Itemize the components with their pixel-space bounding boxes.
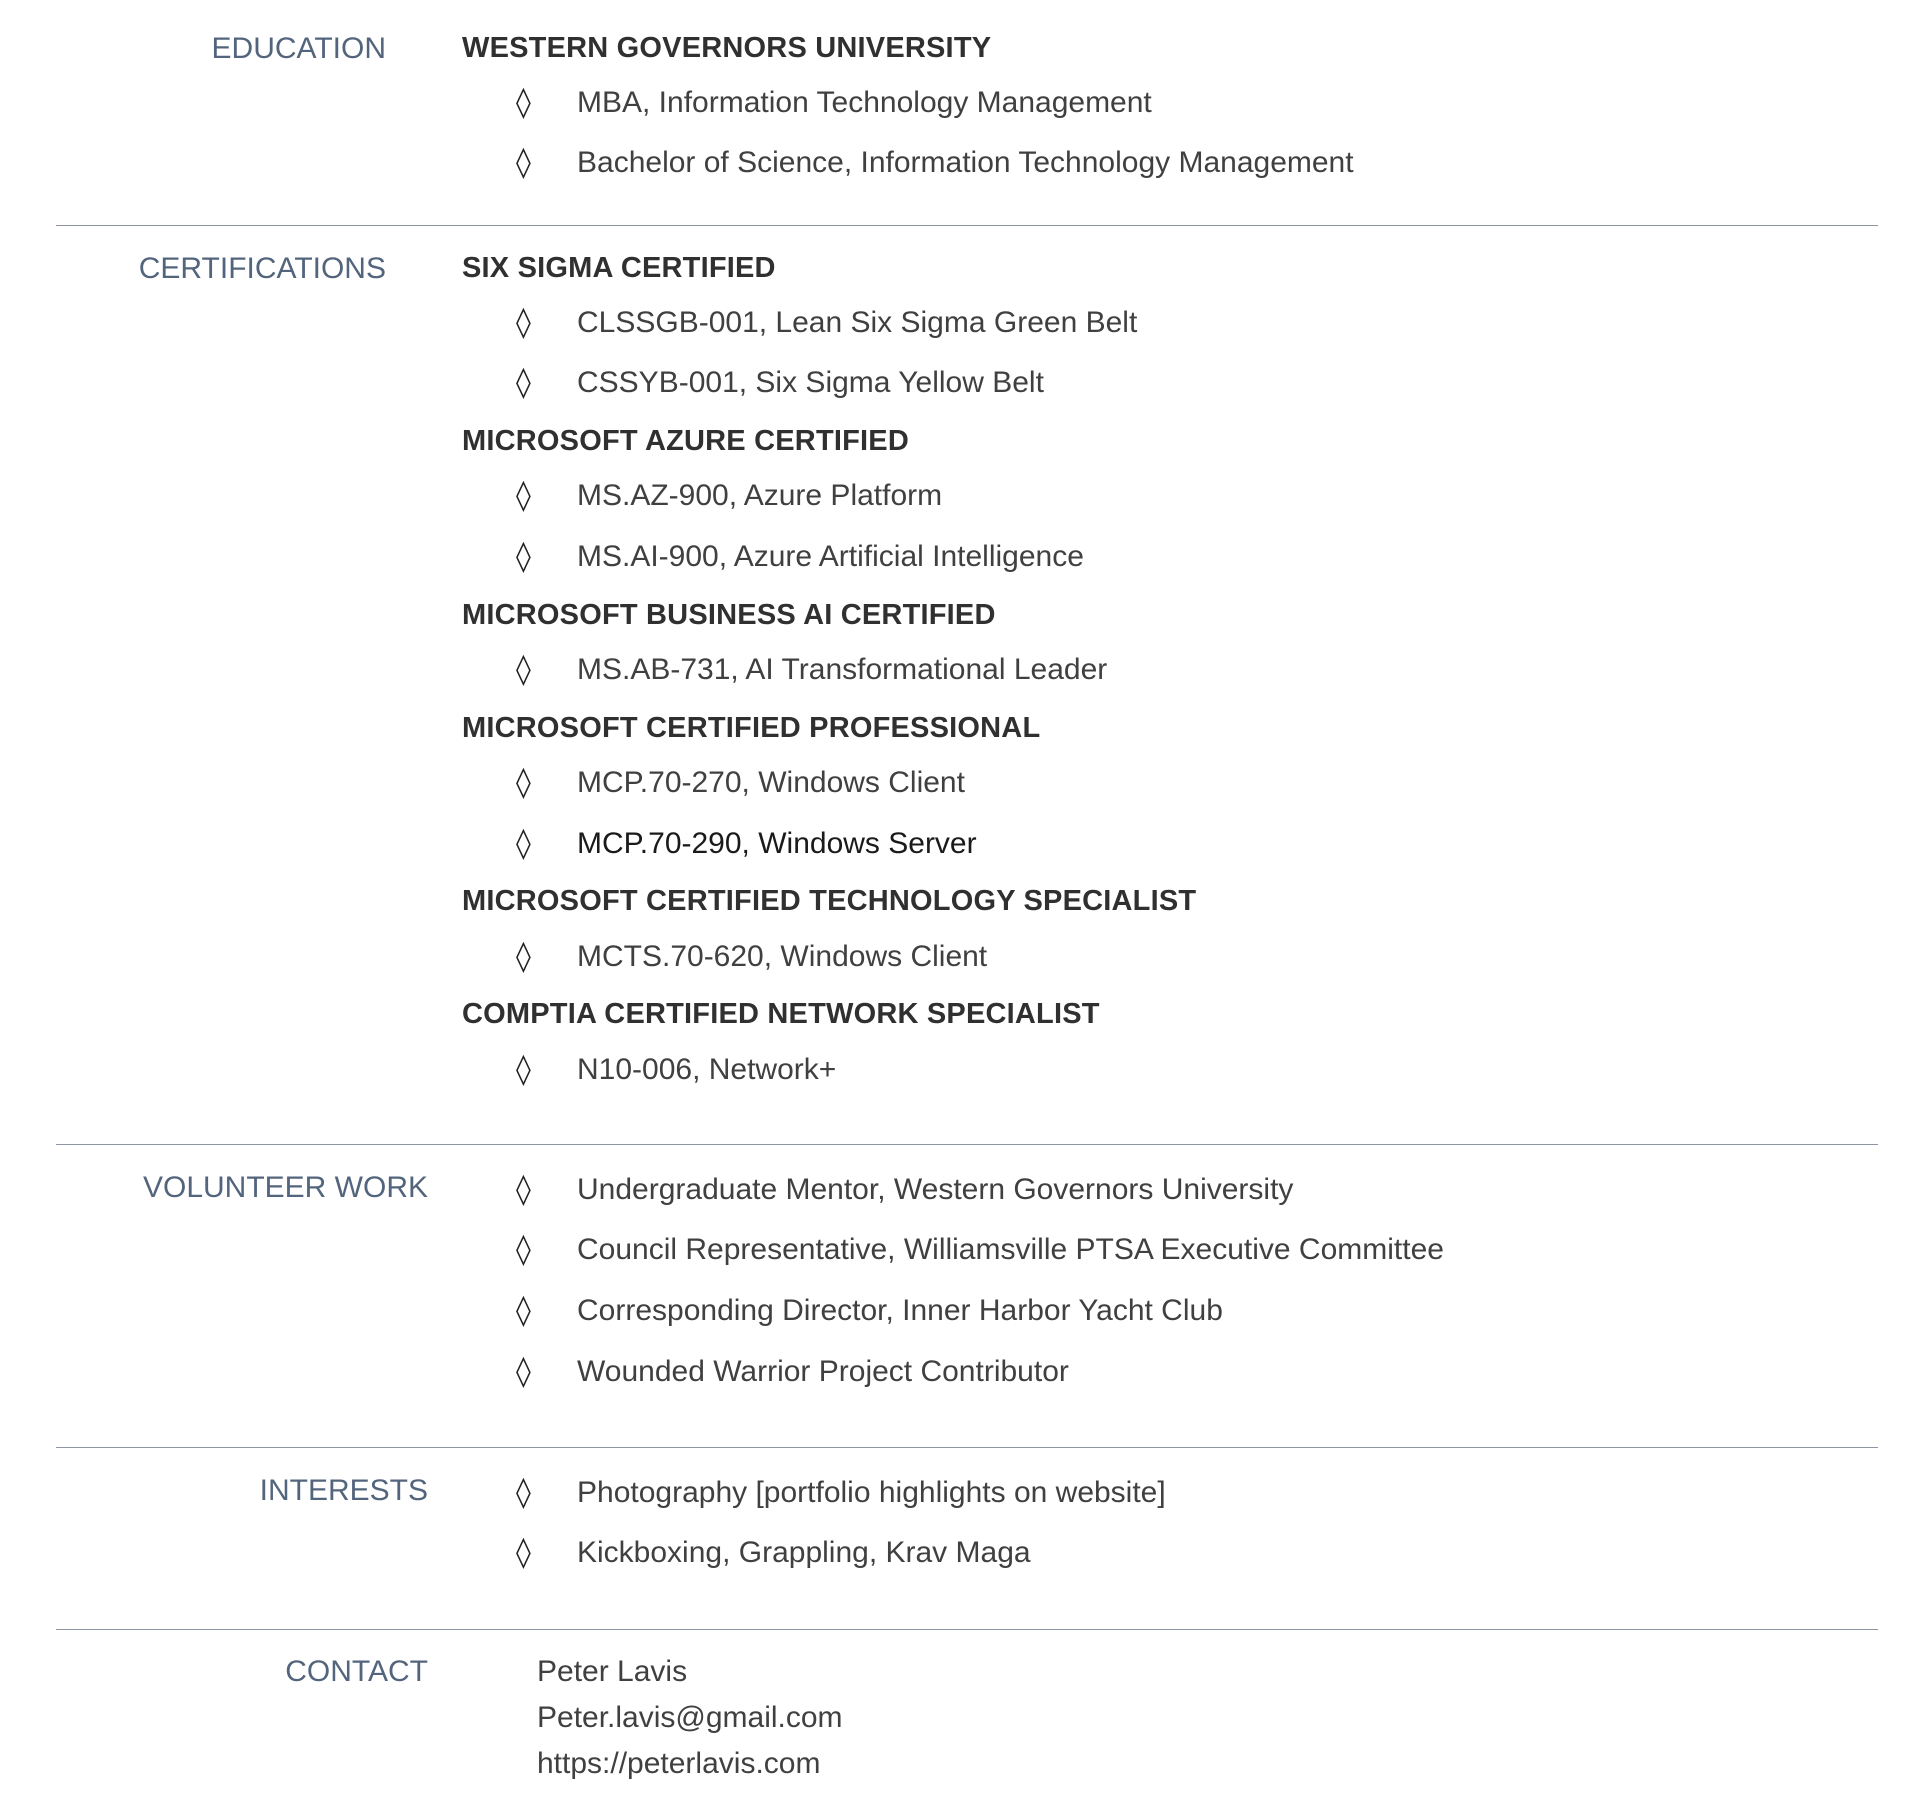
volunteer-item: Council Representative, Williamsville PTSA Executive Committee [577, 1233, 1444, 1266]
contact-email-link[interactable]: Peter.lavis@gmail.com [537, 1701, 843, 1734]
section-label-education: EDUCATION [211, 32, 386, 65]
diamond-bullet-icon: ◊ [516, 765, 531, 800]
cert-item: MS.AB-731, AI Transformational Leader [577, 653, 1108, 686]
cert-item: MCTS.70-620, Windows Client [577, 940, 988, 973]
cert-group-heading: COMPTIA CERTIFIED NETWORK SPECIALIST [462, 998, 1100, 1030]
education-school-heading: WESTERN GOVERNORS UNIVERSITY [462, 32, 992, 64]
volunteer-item: Wounded Warrior Project Contributor [577, 1355, 1069, 1388]
section-label-interests: INTERESTS [259, 1474, 428, 1507]
education-item: Bachelor of Science, Information Technology Management [577, 146, 1354, 179]
diamond-bullet-icon: ◊ [516, 1052, 531, 1087]
volunteer-item: Corresponding Director, Inner Harbor Yacht Club [577, 1294, 1223, 1327]
cert-item: MCP.70-290, Windows Server [577, 827, 977, 860]
section-label-volunteer: VOLUNTEER WORK [142, 1171, 428, 1204]
volunteer-item: Undergraduate Mentor, Western Governors University [577, 1173, 1294, 1206]
section-label-contact: CONTACT [285, 1655, 428, 1688]
contact-website-link[interactable]: https://peterlavis.com [537, 1747, 821, 1780]
cert-group-heading: SIX SIGMA CERTIFIED [462, 252, 776, 284]
diamond-bullet-icon: ◊ [516, 1293, 531, 1328]
diamond-bullet-icon: ◊ [516, 1354, 531, 1389]
section-divider [56, 225, 1878, 226]
section-divider [56, 1629, 1878, 1630]
diamond-bullet-icon: ◊ [516, 1172, 531, 1207]
cert-group-heading: MICROSOFT BUSINESS AI CERTIFIED [462, 599, 996, 631]
interest-item: Photography [portfolio highlights on website] [577, 1476, 1166, 1509]
cert-group-heading: MICROSOFT AZURE CERTIFIED [462, 425, 909, 457]
diamond-bullet-icon: ◊ [516, 1535, 531, 1570]
cert-item: CLSSGB-001, Lean Six Sigma Green Belt [577, 306, 1138, 339]
interest-item: Kickboxing, Grappling, Krav Maga [577, 1536, 1031, 1569]
cert-item: MS.AI-900, Azure Artificial Intelligence [577, 540, 1084, 573]
education-item: MBA, Information Technology Management [577, 86, 1152, 119]
diamond-bullet-icon: ◊ [516, 1232, 531, 1267]
cert-item: N10-006, Network+ [577, 1053, 837, 1086]
cert-item: MCP.70-270, Windows Client [577, 766, 965, 799]
contact-name: Peter Lavis [537, 1655, 688, 1688]
diamond-bullet-icon: ◊ [516, 1475, 531, 1510]
diamond-bullet-icon: ◊ [516, 365, 531, 400]
cert-group-heading: MICROSOFT CERTIFIED PROFESSIONAL [462, 712, 1041, 744]
diamond-bullet-icon: ◊ [516, 939, 531, 974]
cert-group-heading: MICROSOFT CERTIFIED TECHNOLOGY SPECIALIST [462, 885, 1197, 917]
diamond-bullet-icon: ◊ [516, 652, 531, 687]
section-divider [56, 1144, 1878, 1145]
section-label-certifications: CERTIFICATIONS [138, 252, 386, 285]
diamond-bullet-icon: ◊ [516, 478, 531, 513]
cert-item: CSSYB-001, Six Sigma Yellow Belt [577, 366, 1044, 399]
section-divider [56, 1447, 1878, 1448]
diamond-bullet-icon: ◊ [516, 539, 531, 574]
diamond-bullet-icon: ◊ [516, 85, 531, 120]
diamond-bullet-icon: ◊ [516, 145, 531, 180]
cert-item: MS.AZ-900, Azure Platform [577, 479, 943, 512]
diamond-bullet-icon: ◊ [516, 826, 531, 861]
diamond-bullet-icon: ◊ [516, 305, 531, 340]
